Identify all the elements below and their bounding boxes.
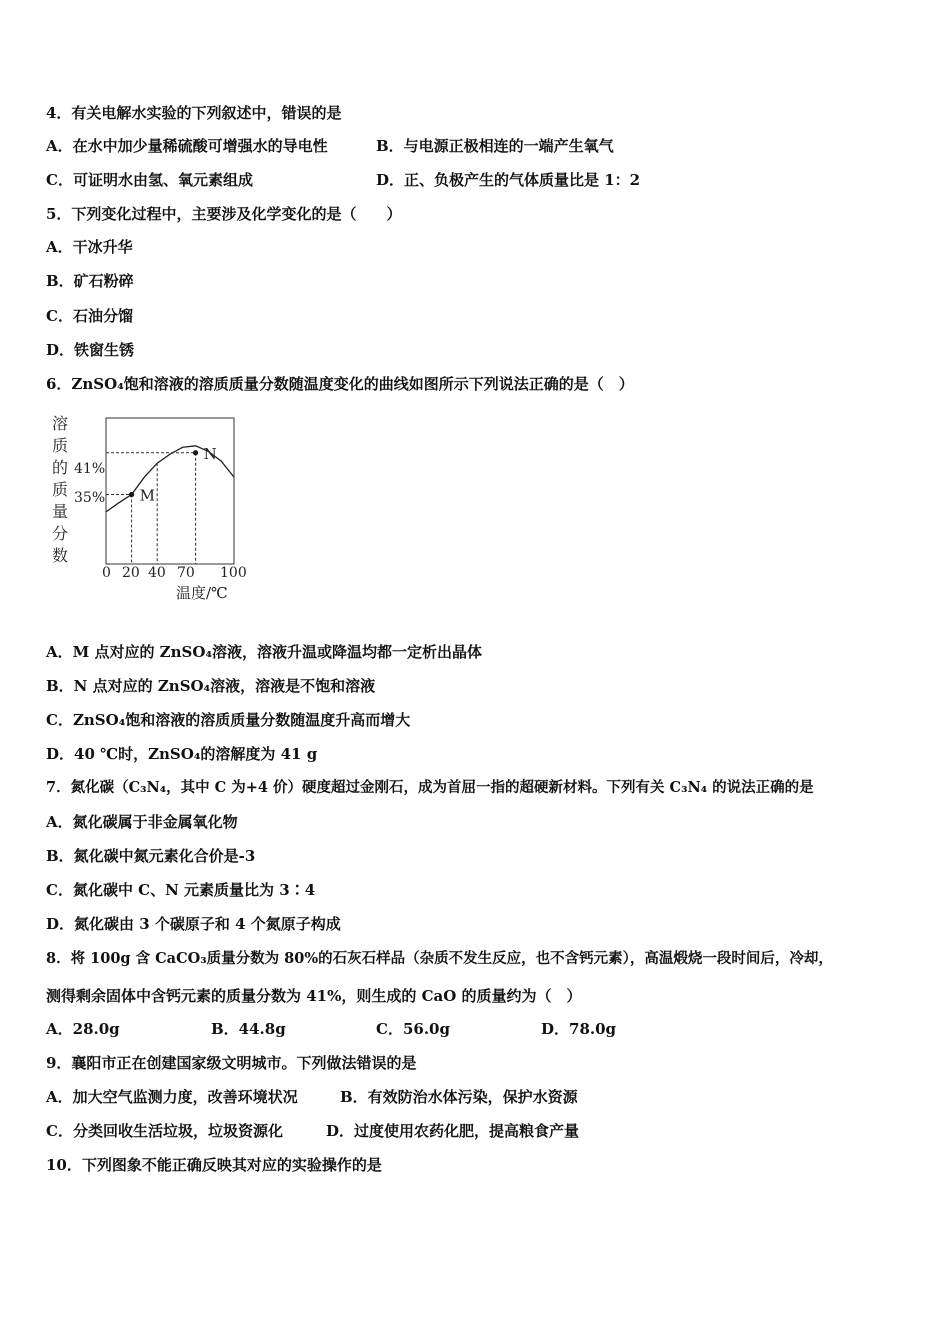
y-label-char: 溶 — [52, 414, 69, 433]
q5-option-c: C．石油分馏 — [46, 307, 133, 325]
q8-stem-line1: 8．将 100g 含 CaCO₃质量分数为 80%的石灰石样品（杂质不发生反应，也不含钙元素），高温煅烧一段时间后，冷却， — [46, 950, 833, 967]
y-label-char: 的 — [52, 458, 69, 477]
q9-option-a: A．加大空气监测力度，改善环境状况 — [46, 1088, 298, 1106]
q8-option-d: D．78.0g — [541, 1020, 617, 1038]
q5-option-b: B．矿石粉碎 — [46, 272, 134, 290]
q4-option-a: A．在水中加少量稀硫酸可增强水的导电性 — [46, 137, 328, 155]
y-label-char: 分 — [52, 524, 69, 543]
q9-option-d: D．过度使用农药化肥，提高粮食产量 — [326, 1122, 580, 1140]
x-tick-label: 40 — [148, 565, 166, 581]
x-tick-label: 20 — [122, 565, 140, 581]
q6-option-d: D．40 ℃时，ZnSO₄的溶解度为 41 g — [46, 745, 318, 763]
y-axis-label — [52, 414, 68, 565]
point-label-M: M — [139, 486, 155, 505]
point-M — [129, 492, 134, 497]
q6-option-b: B．N 点对应的 ZnSO₄溶液，溶液是不饱和溶液 — [46, 677, 376, 695]
y-label-char: 数 — [52, 546, 69, 565]
q9-option-b: B．有效防治水体污染，保护水资源 — [340, 1088, 578, 1106]
point-N — [193, 450, 198, 455]
q4-option-c: C．可证明水由氢、氧元素组成 — [46, 171, 253, 189]
y-tick-label: 35% — [74, 490, 106, 506]
q9-option-c: C．分类回收生活垃圾，垃圾资源化 — [46, 1122, 283, 1140]
solubility-chart — [48, 408, 258, 608]
q6-option-a: A．M 点对应的 ZnSO₄溶液，溶液升温或降温均都一定析出晶体 — [46, 643, 483, 661]
q7-stem: 7．氮化碳（C₃N₄，其中 C 为+4 价）硬度超过金刚石，成为首屈一指的超硬新材料。下列有关 C₃N₄ 的说法正确的是 — [46, 779, 814, 796]
q9-stem: 9．襄阳市正在创建国家级文明城市。下列做法错误的是 — [46, 1054, 417, 1072]
q6-option-c: C．ZnSO₄饱和溶液的溶质质量分数随温度升高而增大 — [46, 711, 411, 729]
q4-stem: 4．有关电解水实验的下列叙述中，错误的是 — [46, 104, 342, 122]
y-label-char: 质 — [52, 480, 69, 499]
q8-stem-line2: 测得剩余固体中含钙元素的质量分数为 41%，则生成的 CaO 的质量约为（ ） — [46, 987, 582, 1005]
q5-option-a: A．干冰升华 — [46, 238, 133, 256]
q5-option-d: D．铁窗生锈 — [46, 341, 135, 359]
y-label-char: 量 — [52, 502, 69, 521]
y-label-char: 质 — [52, 436, 69, 455]
x-tick-label: 100 — [220, 565, 247, 581]
q7-option-d: D．氮化碳由 3 个碳原子和 4 个氮原子构成 — [46, 915, 341, 933]
q5-stem: 5．下列变化过程中，主要涉及化学变化的是（ ） — [46, 205, 402, 223]
q7-option-a: A．氮化碳属于非金属氧化物 — [46, 813, 238, 831]
x-tick-label: 70 — [177, 565, 195, 581]
x-tick-label: 0 — [102, 565, 111, 581]
point-label-N: N — [203, 444, 217, 463]
q6-stem: 6．ZnSO₄饱和溶液的溶质质量分数随温度变化的曲线如图所示下列说法正确的是（ ） — [46, 375, 634, 393]
q8-option-a: A．28.0g — [46, 1020, 120, 1038]
plot-frame — [106, 418, 234, 564]
y-tick-label: 41% — [74, 461, 106, 477]
q8-option-c: C．56.0g — [376, 1020, 450, 1038]
x-axis-label: 温度/℃ — [176, 584, 228, 602]
q7-option-c: C．氮化碳中 C、N 元素质量比为 3∶4 — [46, 881, 316, 899]
q8-option-b: B．44.8g — [211, 1020, 286, 1038]
q7-option-b: B．氮化碳中氮元素化合价是-3 — [46, 847, 256, 865]
q4-option-b: B．与电源正极相连的一端产生氧气 — [376, 137, 614, 155]
q4-option-d: D．正、负极产生的气体质量比是 1：2 — [376, 171, 641, 189]
q10-stem: 10．下列图象不能正确反映其对应的实验操作的是 — [46, 1156, 382, 1174]
